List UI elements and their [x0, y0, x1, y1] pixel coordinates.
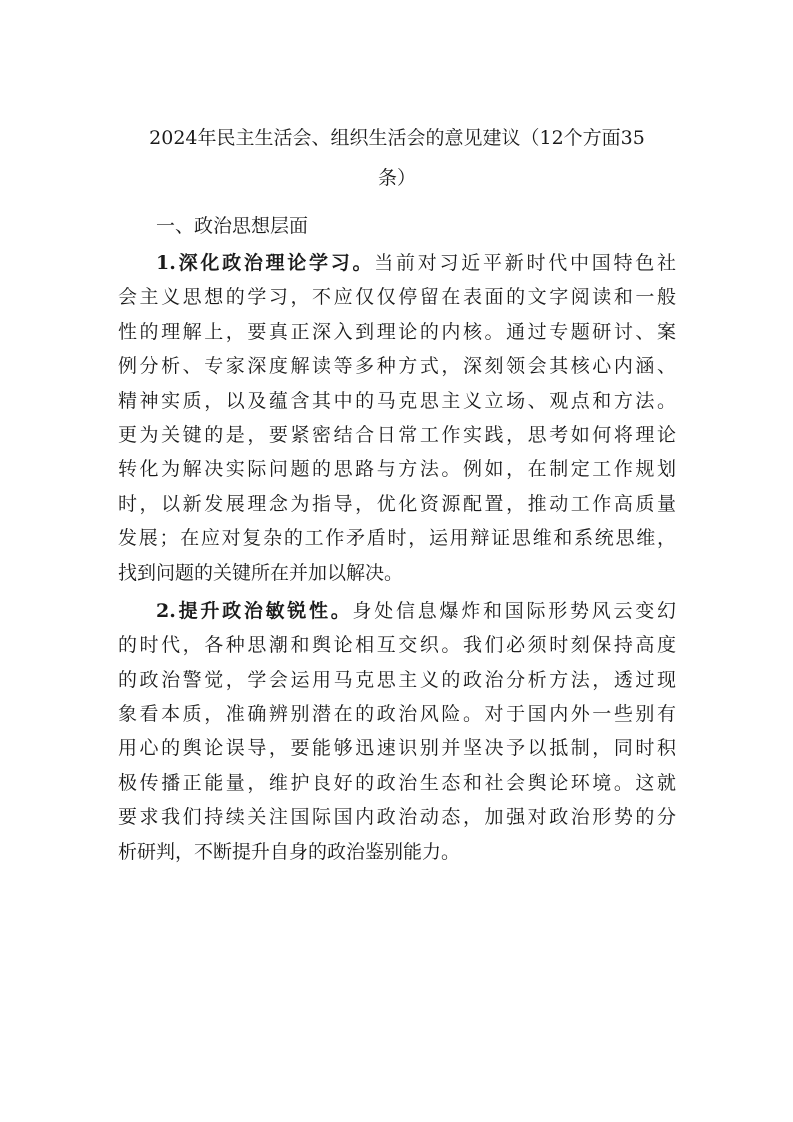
paragraph-line: 会主义思想的学习，不应仅仅停留在表面的文字阅读和一般 — [118, 286, 676, 309]
paragraph-line: 精神实质，以及蕴含其中的马克思主义立场、观点和方法。 — [118, 389, 676, 412]
paragraph-line: 例分析、专家深度解读等多种方式，深刻领会其核心内涵、 — [118, 355, 676, 378]
title-line-2: 条） — [377, 167, 416, 189]
paragraph-line: 的政治警觉，学会运用马克思主义的政治分析方法，透过现 — [118, 668, 676, 691]
paragraph-text: 当前对习近平新时代中国特色社 — [374, 252, 676, 274]
paragraph-line: 象看本质，准确辨别潜在的政治风险。对于国内外一些别有 — [118, 703, 676, 726]
paragraph-line: 转化为解决实际问题的思路与方法。例如，在制定工作规划 — [118, 458, 676, 481]
document-title — [118, 118, 676, 198]
paragraph-line — [118, 246, 676, 280]
paragraph-lead: 1.深化政治理论学习。 — [156, 252, 375, 274]
paragraph-1 — [118, 246, 676, 590]
paragraph-lead: 2.提升政治敏锐性。 — [156, 599, 353, 622]
paragraph-line: 更为关键的是，要紧密结合日常工作实践，思考如何将理论 — [118, 423, 676, 446]
paragraph-line: 性的理解上，要真正深入到理论的内核。通过专题研讨、案 — [118, 320, 676, 343]
paragraph-line: 发展；在应对复杂的工作矛盾时，运用辩证思维和系统思维， — [118, 527, 676, 550]
paragraph-2 — [118, 594, 676, 869]
document-page — [118, 118, 676, 869]
paragraph-line: 用心的舆论误导，要能够迅速识别并坚决予以抵制，同时积 — [118, 737, 676, 760]
title-line-1: 2024年民主生活会、组织生活会的意见建议（12个方面35 — [149, 127, 645, 149]
paragraph-line: 要求我们持续关注国际国内政治动态，加强对政治形势的分 — [118, 806, 676, 829]
paragraph-line: 时，以新发展理念为指导，优化资源配置，推动工作高质量 — [118, 492, 676, 515]
paragraph-line: 极传播正能量，维护良好的政治生态和社会舆论环境。这就 — [118, 771, 676, 794]
paragraph-line: 的时代，各种思潮和舆论相互交织。我们必须时刻保持高度 — [118, 634, 676, 657]
paragraph-line: 找到问题的关键所在并加以解决。 — [118, 561, 404, 584]
section-heading: 一、政治思想层面 — [156, 215, 309, 237]
paragraph-line — [118, 594, 676, 628]
paragraph-line: 析研判，不断提升自身的政治鉴别能力。 — [118, 840, 461, 863]
paragraph-text: 身处信息爆炸和国际形势风云变幻 — [352, 599, 676, 622]
